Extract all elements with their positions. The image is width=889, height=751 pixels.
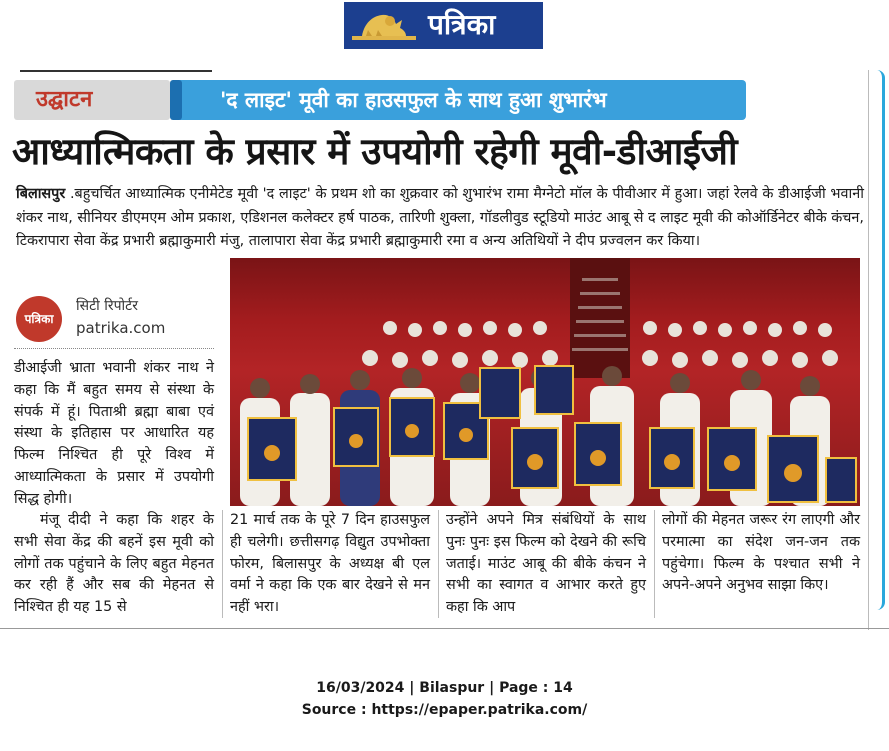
masthead-title: पत्रिका: [428, 8, 496, 41]
subhead: 'द लाइट' मूवी का हाउसफुल के साथ हुआ शुभारंभ: [220, 88, 607, 112]
dateline: बिलासपुर: [16, 186, 66, 202]
top-rule: [20, 70, 212, 72]
body-column-2: 21 मार्च तक के पूरे 7 दिन हाउसफुल ही चलेगी। छत्तीसगढ़ विद्युत उपभोक्ता फोरम, बिलासपुर के अध्यक्ष बी एल वर्मा ने कहा कि एक बार देखने से मन नहीं भरा।: [230, 512, 430, 616]
event-photo-illustration: [230, 258, 860, 506]
body-column-3: उन्होंने अपने मित्र संबंधियों के साथ पुनः पुनः इस फिल्म को देखने की रूचि जताई। माउंट आबू की बीके कंचन ने सभी का स्वागत व आभार करते हुए कहा कि आप: [446, 512, 646, 616]
page-edge-accent: [876, 70, 885, 610]
subhead-bar: [176, 80, 746, 120]
reporter-name: सिटी रिपोर्टर: [76, 298, 138, 314]
body-column-4: लोगों की मेहनत जरूर रंग लाएगी और परमात्मा का संदेश जन-जन तक पहुंचेगा। फिल्म के पश्चात सभी ने अपने-अपने अनुभव साझा किए।: [662, 512, 860, 594]
column-divider: [222, 510, 223, 618]
headline: आध्यात्मिकता के प्रसार में उपयोगी रहेगी मूवी-डीआईजी: [12, 130, 738, 173]
event-photo: [230, 258, 860, 506]
kicker-label: उद्घाटन: [36, 87, 93, 112]
column-divider: [438, 510, 439, 618]
kicker-box: [14, 80, 170, 120]
reporter-site: patrika.com: [76, 319, 166, 337]
lead-text: .बहुचर्चित आध्यात्मिक एनीमेटेड मूवी 'द लाइट' के प्रथम शो का शुक्रवार को शुभारंभ रामा मैग्नेटो मॉल के पीवीआर में हुआ। जहां रेलवे के डीआईजी भवानी शंकर नाथ, सीनियर डीएमएम ओम प्रकाश, एडिशनल कलेक्टर हर्ष पाठक, तारिणी शुक्ला, गॉडलीवुड स्टूडियो माउंट आबू से द लाइट मूवी की कोऑर्डिनेटर बीके कंचन, टिकरापारा सेवा केंद्र प्रभारी ब्रह्माकुमारी मंजु, तालापारा सेवा केंद्र प्रभारी ब्रह्माकुमारी रमा व अन्य अतिथियों ने दीप प्रज्वलन कर किया।: [16, 186, 864, 249]
footer-source-line: Source : https://epaper.patrika.com/: [301, 702, 588, 718]
lead-paragraph: [16, 183, 864, 254]
footer-date-line: 16/03/2024 | Bilaspur | Page : 14: [316, 680, 573, 696]
column-divider: [654, 510, 655, 618]
body-column-1-continued: मंजू दीदी ने कहा कि शहर के सभी सेवा केंद्र की बहनें इस मूवी को लोगों तक पहुंचाने के लिए बहुत मेहनत कर रही हैं और सब की मेहनत से निश्चित ही यह 15 से: [14, 512, 214, 616]
reporter-logo: पत्रिका: [16, 296, 62, 342]
reporter-divider: [14, 348, 214, 350]
body-column-1: डीआईजी भ्राता भवानी शंकर नाथ ने कहा कि मैं बहुत समय से संस्था के संपर्क में हूं। पिताश्री ब्रह्मा बाबा एवं संस्था के इतिहास पर आधारित यह फिल्म निश्चित ही पूरे विश्व में आध्यात्मिकता के प्रसार में उपयोगी सिद्ध होगी।: [14, 360, 214, 507]
lion-logo-icon: [352, 6, 416, 46]
bottom-rule: [0, 628, 889, 629]
masthead: [344, 2, 543, 49]
